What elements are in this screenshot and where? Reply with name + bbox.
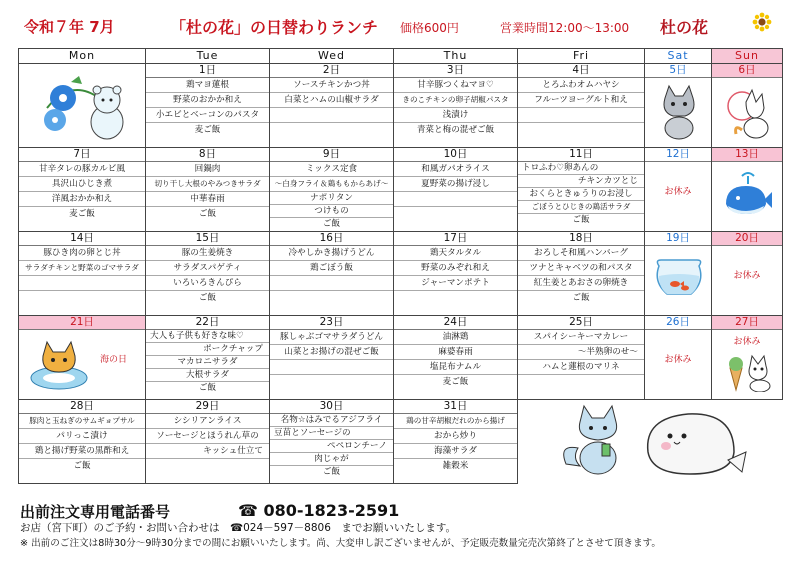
- menu-item: ～半熟卵のせ～: [518, 345, 644, 360]
- menu-item: ご飯: [198, 209, 217, 219]
- menu-item: [518, 123, 644, 137]
- order-hours-note: ※ 出前のご注文は8時30分～9時30分までの間にお願いいたします。尚、大変申し訳ございませんが、予定販売数量完売次第終了とさせて頂きます。: [20, 538, 661, 549]
- date-label: 22日: [146, 316, 269, 330]
- era-month: 令和７年 7月: [24, 18, 115, 36]
- menu-item: [270, 276, 393, 291]
- menu-day-27: [712, 316, 783, 400]
- date-label: 2日: [270, 64, 393, 78]
- menu-item: ポークチャップ: [146, 343, 269, 356]
- menu-day-9: [270, 148, 394, 232]
- menu-item: おろしそ和風ハンバーグ: [518, 246, 644, 261]
- menu-item: 麦ご飯: [442, 377, 469, 387]
- menu-item: ソーセージとほうれん草の: [146, 429, 269, 444]
- closed-note: お休み: [664, 355, 692, 365]
- menu-item: 雑穀米: [442, 461, 469, 471]
- menu-item: おくらときゅうりのお浸し: [518, 188, 644, 201]
- menu-day-30: [270, 400, 394, 484]
- delivery-title: 出前注文専用電話番号: [20, 503, 171, 521]
- menu-item: 具沢山ひじき煮: [19, 177, 145, 192]
- menu-item: フルーツヨーグルト和え: [518, 93, 644, 108]
- cell-mon-week1: [19, 64, 146, 148]
- menu-day-28: [19, 400, 146, 484]
- menu-item: 中華春雨: [146, 192, 269, 207]
- delivery-phone[interactable]: ☎ 080-1823-2591: [238, 501, 400, 520]
- menu-item: おから炒り: [394, 429, 517, 444]
- menu-item: 鶏の甘辛胡椒だれのから揚げ: [394, 414, 517, 429]
- morning-glory-bear-icon: [41, 68, 133, 144]
- date-label: 31日: [394, 400, 517, 414]
- cat-icon: [655, 84, 703, 140]
- menu-item: 豚ひき肉の卵とじ丼: [19, 246, 145, 261]
- menu-day-5: [645, 64, 712, 148]
- menu-item: 海藻サラダ: [394, 444, 517, 459]
- menu-item: 肉じゃが: [270, 453, 393, 466]
- menu-day-3: [394, 64, 518, 148]
- date-label: 27日: [712, 316, 782, 330]
- menu-item: 大人も子供も好きな味♡: [146, 330, 269, 343]
- menu-item: 甘辛豚つくねマヨ♡: [394, 78, 517, 93]
- menu-item: [19, 276, 145, 291]
- menu-day-17: [394, 232, 518, 316]
- date-label: 19日: [645, 232, 711, 246]
- menu-item: 豚の生姜焼き: [146, 246, 269, 261]
- menu-item: [270, 123, 393, 137]
- menu-day-7: [19, 148, 146, 232]
- date-label: 23日: [270, 316, 393, 330]
- date-label: 20日: [712, 232, 782, 246]
- menu-day-26: [645, 316, 712, 400]
- menu-day-15: [146, 232, 270, 316]
- date-label: 28日: [19, 400, 145, 414]
- menu-item: 鶏ごぼう飯: [270, 261, 393, 276]
- menu-day-11: [518, 148, 645, 232]
- menu-item: ご飯: [322, 467, 341, 477]
- menu-item: [394, 207, 517, 221]
- fox-drinking-icon: [558, 404, 638, 480]
- date-label: 5日: [645, 64, 711, 78]
- menu-item: 洋風おかか和え: [19, 192, 145, 207]
- whale-icon: [722, 170, 774, 220]
- menu-day-23: [270, 316, 394, 400]
- menu-item: [270, 108, 393, 123]
- menu-item: [146, 459, 269, 473]
- menu-item: 切り干し大根のやみつきサラダ: [146, 177, 269, 192]
- seal-icon: [638, 402, 748, 482]
- date-label: 24日: [394, 316, 517, 330]
- fox-icon: [722, 84, 774, 140]
- menu-item: いろいろきんぴら: [146, 276, 269, 291]
- menu-item: 豚しゃぶゴマサラダうどん: [270, 330, 393, 345]
- menu-item: ご飯: [73, 461, 91, 471]
- menu-item: 麻婆春雨: [394, 345, 517, 360]
- menu-item: ツナとキャベツの和パスタ: [518, 261, 644, 276]
- day-header-sun: Sun: [712, 49, 783, 64]
- menu-item: 鶏と揚げ野菜の黒酢和え: [19, 444, 145, 459]
- menu-item: ジャーマンポテト: [394, 276, 517, 291]
- date-label: 10日: [394, 148, 517, 162]
- menu-item: サラダスパゲティ: [146, 261, 269, 276]
- date-label: 1日: [146, 64, 269, 78]
- closed-note: お休み: [664, 187, 692, 197]
- menu-item: 浅漬け: [394, 108, 517, 123]
- menu-item: 麦ご飯: [194, 125, 221, 135]
- menu-item: [270, 360, 393, 375]
- holiday-label: 海の日: [99, 355, 127, 365]
- day-header-fri: Fri: [518, 49, 645, 64]
- menu-item: きのこチキンの卵子胡椒パスタ: [394, 93, 517, 108]
- date-label: 15日: [146, 232, 269, 246]
- date-label: 7日: [19, 148, 145, 162]
- menu-item: キッシュ仕立て: [146, 444, 269, 459]
- menu-day-19: [645, 232, 712, 316]
- menu-item: サラダチキンと野菜のゴマサラダ: [19, 261, 145, 276]
- date-label: 9日: [270, 148, 393, 162]
- menu-day-12: [645, 148, 712, 232]
- menu-item: 塩昆布ナムル: [394, 360, 517, 375]
- menu-item: [518, 108, 644, 123]
- menu-item: 野菜のみぞれ和え: [394, 261, 517, 276]
- day-header-tue: Tue: [146, 49, 270, 64]
- menu-item: 豚肉と玉ねぎのサムギョプサル: [19, 414, 145, 429]
- closed-note: お休み: [733, 271, 761, 281]
- menu-item: ミックス定食: [270, 162, 393, 177]
- reservation-note: お店（宮下町）のご予約・お問い合わせは ☎024－597－8806 までお願いいたします。: [20, 522, 457, 534]
- date-label: 4日: [518, 64, 644, 78]
- menu-day-13: [712, 148, 783, 232]
- delivery-phone-row: [20, 501, 780, 522]
- menu-day-22: [146, 316, 270, 400]
- menu-item: 鶏マヨ蓮根: [146, 78, 269, 93]
- menu-item: シシリアンライス: [146, 414, 269, 429]
- menu-day-10: [394, 148, 518, 232]
- menu-day-6: [712, 64, 783, 148]
- cat-swim-ring-icon: [29, 334, 93, 392]
- menu-item: 山菜とお揚げの混ぜご飯: [270, 345, 393, 360]
- menu-item: [518, 375, 644, 389]
- day-header-sat: Sat: [645, 49, 712, 64]
- menu-day-24: [394, 316, 518, 400]
- menu-item: ナポリタン: [270, 192, 393, 205]
- menu-item: ソースチキンかつ丼: [270, 78, 393, 93]
- menu-item: とろふわオムハヤシ: [518, 78, 644, 93]
- menu-item: [270, 291, 393, 305]
- date-label: 13日: [712, 148, 782, 162]
- menu-item: つけもの: [270, 205, 393, 218]
- sunflower-icon: [752, 12, 772, 32]
- page-title: 「杜の花」の日替わりランチ: [170, 18, 379, 37]
- menu-item: 甘辛タレの豚カルビ風: [19, 162, 145, 177]
- day-header-mon: Mon: [19, 49, 146, 64]
- menu-item: トロふわ♡卵あんの: [518, 162, 644, 175]
- price-label: 価格600円: [400, 21, 459, 35]
- date-label: 11日: [518, 148, 644, 162]
- day-header-wed: Wed: [270, 49, 394, 64]
- menu-item: ペペロンチーノ: [270, 440, 393, 453]
- menu-day-25: [518, 316, 645, 400]
- menu-item: ごぼうとひじきの鶏活サラダ: [518, 201, 644, 214]
- date-label: 21日: [19, 316, 145, 330]
- menu-item: チキンカツとじ: [518, 175, 644, 188]
- menu-item: 回鍋肉: [146, 162, 269, 177]
- menu-item: [270, 375, 393, 389]
- date-label: 6日: [712, 64, 782, 78]
- menu-item: 小エビとベーコンのパスタ: [146, 108, 269, 123]
- menu-item: ご飯: [572, 293, 590, 303]
- menu-item: ハムと蓮根のマリネ: [518, 360, 644, 375]
- menu-item: 野菜のおかか和え: [146, 93, 269, 108]
- menu-item: [394, 192, 517, 207]
- menu-item: ～白身フライ＆鶏ももからあげ～: [270, 177, 393, 192]
- date-label: 26日: [645, 316, 711, 330]
- menu-day-1: [146, 64, 270, 148]
- header: [20, 6, 780, 40]
- menu-item: 鶏天タルタル: [394, 246, 517, 261]
- menu-day-31: [394, 400, 518, 484]
- menu-item: 豆苗とソーセージの: [270, 427, 393, 440]
- menu-item: 和風ガパオライス: [394, 162, 517, 177]
- day-header-thu: Thu: [394, 49, 518, 64]
- date-label: 3日: [394, 64, 517, 78]
- date-label: 18日: [518, 232, 644, 246]
- menu-item: 大根サラダ: [146, 369, 269, 382]
- date-label: 14日: [19, 232, 145, 246]
- menu-day-18: [518, 232, 645, 316]
- decoration-area: [518, 400, 783, 484]
- menu-item: 紅生姜とあおさの卵焼き: [518, 276, 644, 291]
- menu-item: [394, 291, 517, 305]
- date-label: 25日: [518, 316, 644, 330]
- menu-item: ご飯: [198, 293, 217, 303]
- date-label: 17日: [394, 232, 517, 246]
- menu-day-2: [270, 64, 394, 148]
- menu-day-20: [712, 232, 783, 316]
- menu-item: 油淋鶏: [394, 330, 517, 345]
- goldfish-bowl-icon: [653, 252, 705, 300]
- menu-item: ご飯: [572, 215, 590, 225]
- menu-day-4: [518, 64, 645, 148]
- shop-name: 杜の花: [660, 18, 709, 37]
- date-label: 16日: [270, 232, 393, 246]
- menu-item: スパイシーキーマカレー: [518, 330, 644, 345]
- menu-day-29: [146, 400, 270, 484]
- menu-item: ご飯: [198, 383, 217, 393]
- ice-cream-cat-icon: [722, 348, 774, 392]
- menu-item: [19, 291, 145, 305]
- date-label: 12日: [645, 148, 711, 162]
- menu-day-14: [19, 232, 146, 316]
- date-label: 8日: [146, 148, 269, 162]
- menu-item: 名物☆はみでるアジフライ: [270, 414, 393, 427]
- menu-day-16: [270, 232, 394, 316]
- hours-label: 営業時間12:00～13:00: [500, 21, 630, 35]
- menu-item: ご飯: [322, 219, 341, 229]
- date-label: 30日: [270, 400, 393, 414]
- menu-item: パリっこ漬け: [19, 429, 145, 444]
- menu-item: 白菜とハムの山椒サラダ: [270, 93, 393, 108]
- date-label: 29日: [146, 400, 269, 414]
- menu-item: 冷やしかき揚げうどん: [270, 246, 393, 261]
- menu-item: 夏野菜の揚げ浸し: [394, 177, 517, 192]
- menu-day-8: [146, 148, 270, 232]
- menu-item: 麦ご飯: [69, 209, 95, 219]
- menu-day-21: [19, 316, 146, 400]
- menu-item: マカロニサラダ: [146, 356, 269, 369]
- closed-note: お休み: [733, 337, 761, 347]
- lunch-calendar: [18, 48, 783, 484]
- menu-item: 青菜と梅の混ぜご飯: [416, 125, 495, 135]
